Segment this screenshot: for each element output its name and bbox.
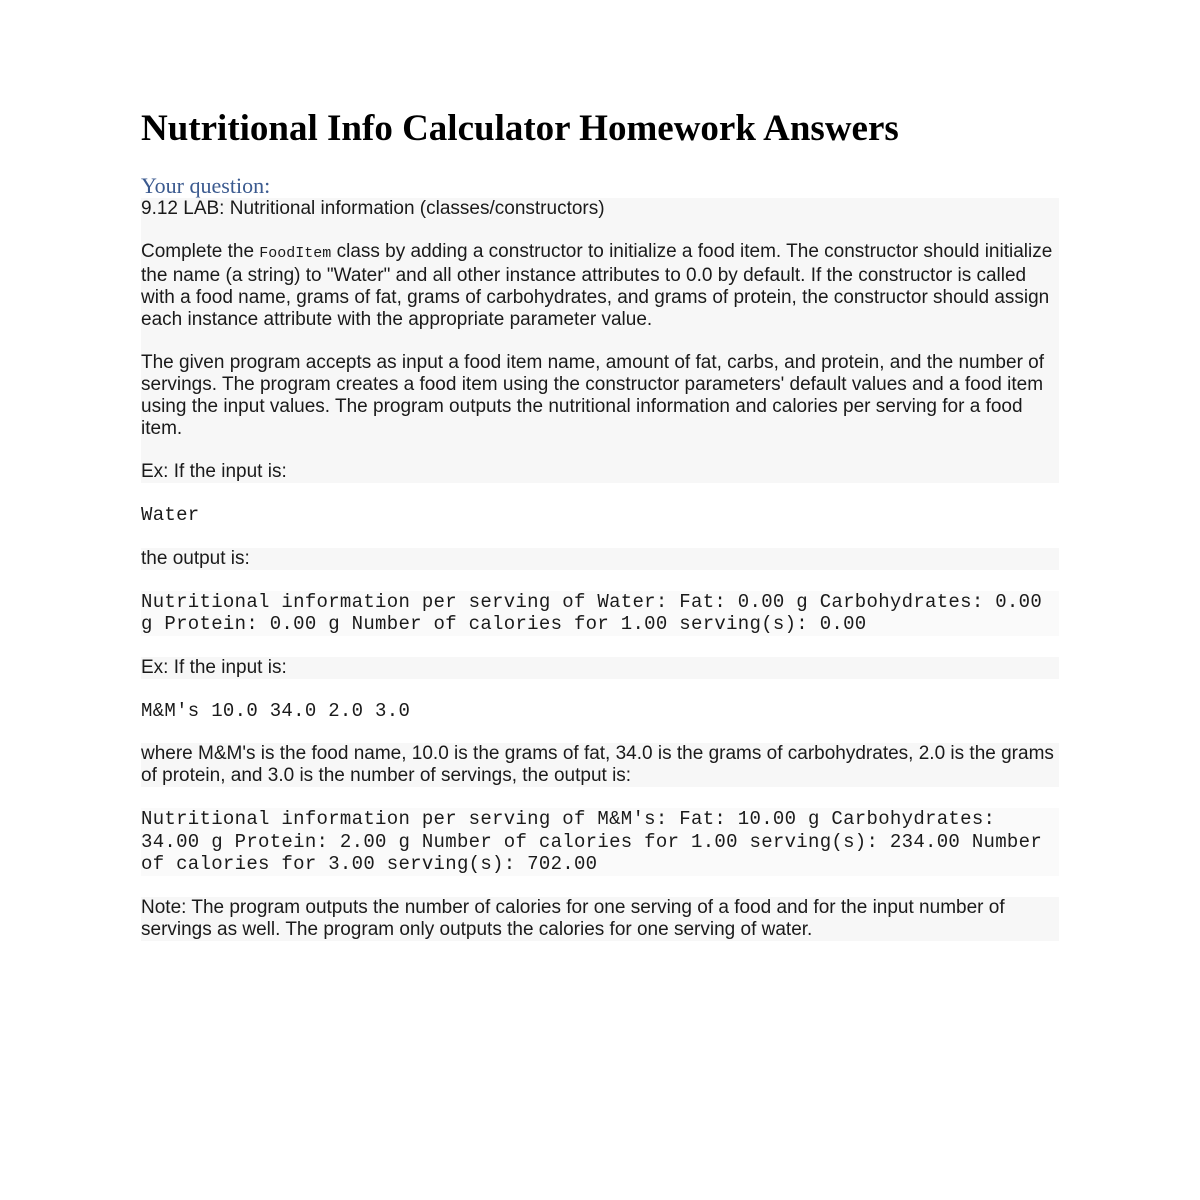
example1-input: Water	[141, 504, 200, 526]
p1-before: Complete the	[141, 241, 260, 262]
example1-output-label: the output is:	[141, 548, 1059, 570]
article	[141, 108, 1059, 941]
example2-explanation: where M&M's is the food name, 10.0 is the grams of fat, 34.0 is the grams of carbohydrates, 2.0 is the grams of protein, and 3.0 is the number of servings, the output is:	[141, 743, 1059, 787]
page-title: Nutritional Info Calculator Homework Answers	[141, 108, 899, 149]
note: Note: The program outputs the number of calories for one serving of a food and for the input number of servings as well. The program only outputs the calories for one serving of water.	[141, 897, 1059, 941]
example1-output: Nutritional information per serving of Water: Fat: 0.00 g Carbohydrates: 0.00 g Protein: 0.00 g Number of calories for 1.00 serving(s): 0.00	[141, 591, 1059, 636]
lab-title: 9.12 LAB: Nutritional information (classes/constructors)	[141, 198, 605, 219]
question-label: Your question:	[141, 173, 271, 198]
example2-input: M&M's 10.0 34.0 2.0 3.0	[141, 699, 411, 722]
question-body	[141, 198, 1059, 483]
paragraph-program: The given program accepts as input a food item name, amount of fat, carbs, and protein, and the number of servings. The program creates a food item using the constructor parameters' default values and a food item using the input values. The program outputs the nutritional information and calories per serving for a food item.	[141, 352, 1045, 439]
example2-output: Nutritional information per serving of M&M's: Fat: 10.00 g Carbohydrates: 34.00 g Protein: 2.00 g Number of calories for 1.00 serving(s): 234.00 Number of calories for 3.00 serving(s): 702.00	[141, 808, 1059, 876]
example1-label: Ex: If the input is:	[141, 461, 287, 482]
fooditem-code: FoodItem	[259, 245, 332, 262]
example2-label: Ex: If the input is:	[141, 657, 1059, 679]
paragraph-constructor	[141, 241, 1059, 331]
p1-after: class by adding a constructor to initialize a food item. The constructor should initialize the name (a string) to "Water" and all other instance attributes to 0.0 by default. If the constructor is called with a food name, grams of fat, grams of carbohydrates, and grams of protein, the constructor should assign each instance attribute with the appropriate parameter value.	[141, 241, 1053, 330]
